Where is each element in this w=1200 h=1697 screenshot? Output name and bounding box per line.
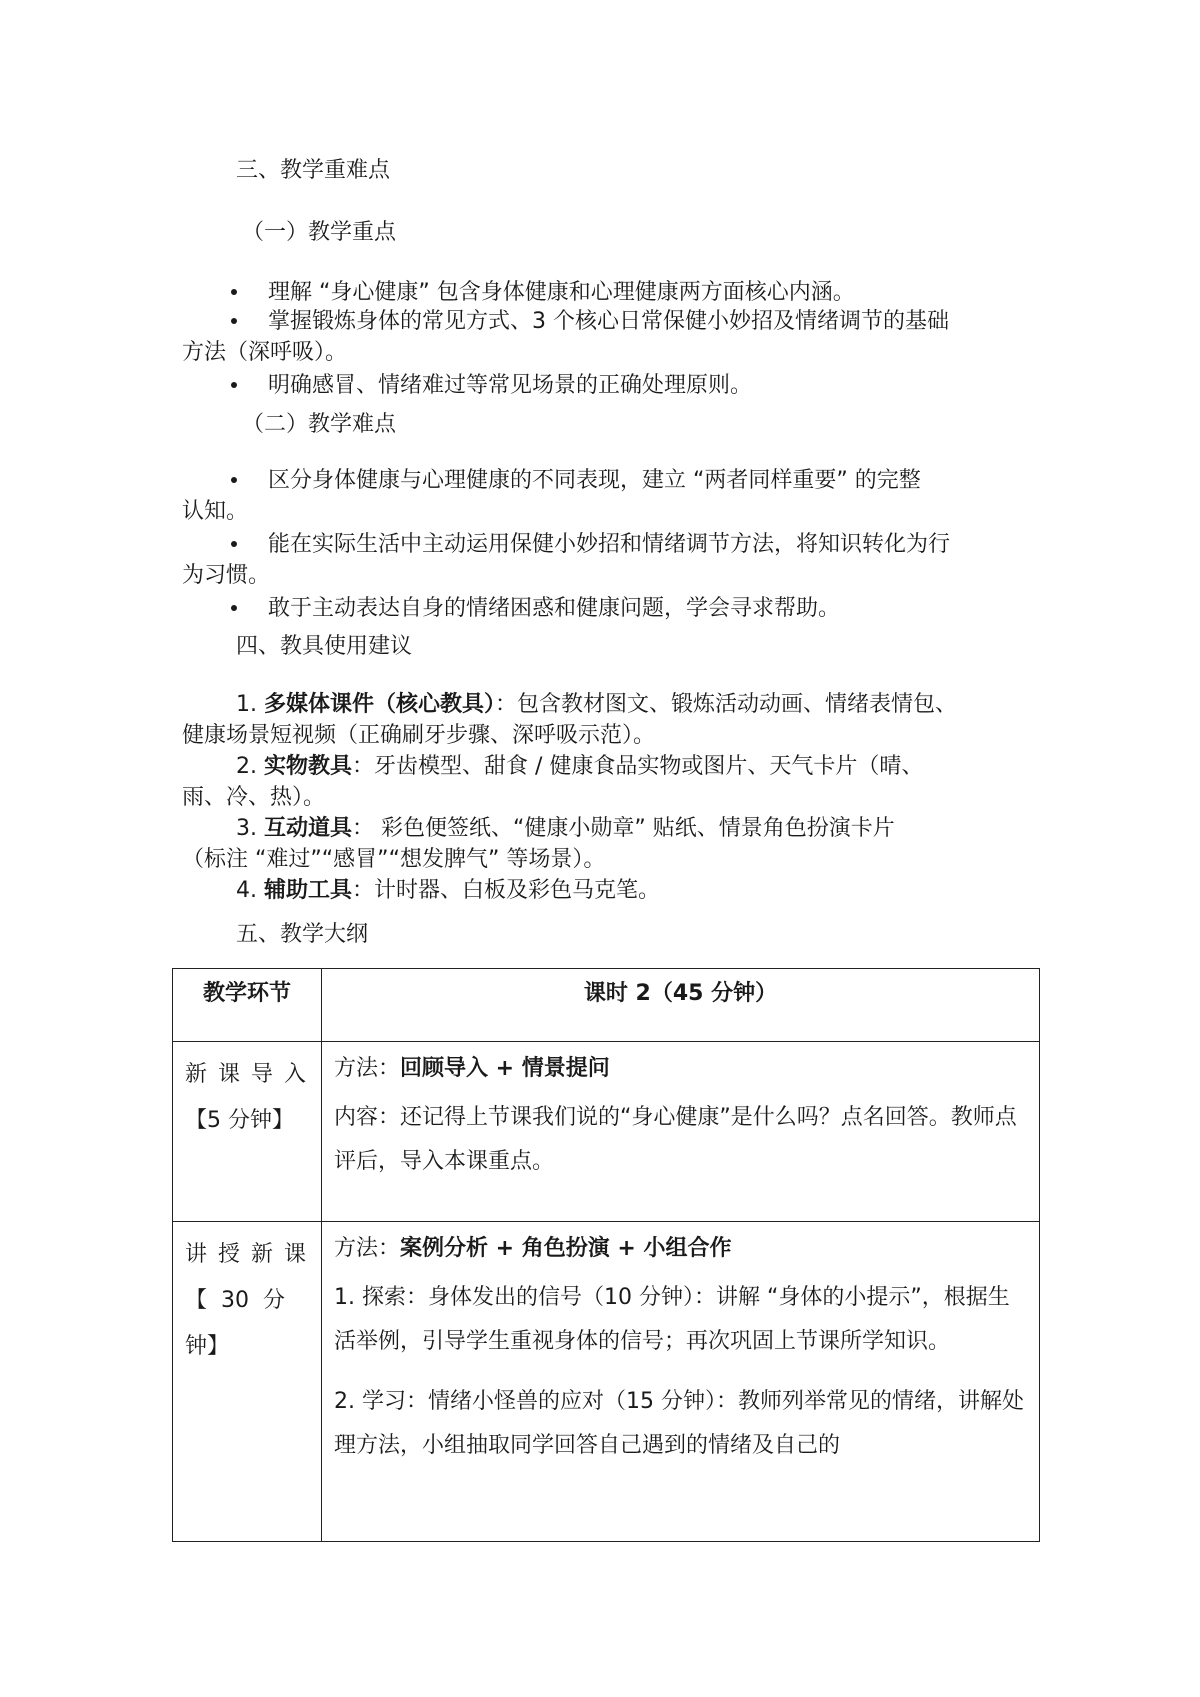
table-row	[173, 1042, 1040, 1222]
bullet-dot	[231, 477, 237, 483]
difficult-points-heading: （二）教学难点	[242, 412, 397, 437]
method-line: 方法：案例分析 + 角色扮演 + 小组合作	[334, 1236, 732, 1261]
section-5-heading: 五、教学大纲	[236, 922, 369, 947]
item-label: 互动道具	[264, 816, 353, 841]
item-label: 辅助工具	[264, 878, 353, 903]
stage-cell: 讲 授 新 课 【 30 分 钟】	[173, 1222, 322, 1542]
table-row	[173, 1222, 1040, 1542]
bullet-dot	[231, 318, 237, 324]
section-4-heading: 四、教具使用建议	[236, 634, 413, 659]
document-page: 三、教学重难点 （一）教学重点 理解 “身心健康” 包含身体健康和心理健康两方面核心内涵。 掌握锻炼身体的常见方式、3 个核心日常保健小妙招及情绪调节的基础 方法（深呼吸）。 明确感冒、情绪难过等常见场景的正确处理原则。 （二）教学难点 区分身体健康与心理健康的不同表现，建立 “两者同样重要” 的完整 认知。 能在实际生活中主动运用保健小妙招和情绪调节方法，将知识转化为行 为习惯。 敢于主动表达自身的情绪困惑和健康问题，学会寻求帮助。 四、教具使用建议 1. 多媒体课件（核心教具）：包含教材图文、锻炼活动动画、情绪表情包、 健康场景短视频（正确刷牙步骤、深呼吸示范）。 2. 实物教具：牙齿模型、甜食 / 健康食品实物或图片、天气卡片（晴、 雨、冷、热）。 3. 互动道具： 彩色便签纸、“健康小勋章” 贴纸、情景角色扮演卡片 （标注 “难过”“感冒”“想发脾气” 等场景）。 4. 辅助工具：计时器、白板及彩色马克笔。 五、教学大纲 教学环节 课时 2（45 分钟） 新 课 导 入 【5 分钟】 方法：回顾导入 + 情景提问 内容：还记得上节课我们说的“身心健康”是什么吗？点名回答。教师点评后，导入本课重点。 讲 授 新 课 【 30 分 钟】 方法：案例分析 + 角色扮演 + 小组合作 1. 探索：身体发出的信号（10 分钟）：讲解 “身体的小提示”，根据生活举例，引导学生重视身体的信号；再次巩固上节课所学知识。 2. 学习：情绪小怪兽的应对（15 分钟）：教师列举常见的情绪，讲解处理方法，小组抽取同学回答自己遇到的情绪及自己的	[0, 0, 1200, 1697]
bullet-dot	[231, 382, 237, 388]
content-cell	[322, 1222, 1040, 1542]
method-line: 方法：回顾导入 + 情景提问	[334, 1056, 610, 1081]
content-paragraph: 内容：还记得上节课我们说的“身心健康”是什么吗？点名回答。教师点评后，导入本课重点。	[334, 1105, 1017, 1174]
header-period: 课时 2（45 分钟）	[322, 969, 1040, 1042]
content-paragraph: 2. 学习：情绪小怪兽的应对（15 分钟）：教师列举常见的情绪，讲解处理方法，小组抽取同学回答自己遇到的情绪及自己的	[334, 1389, 1024, 1458]
key-points-heading: （一）教学重点	[242, 220, 397, 245]
item-label: 实物教具	[264, 754, 353, 779]
bullet-dot	[231, 289, 237, 295]
header-stage: 教学环节	[173, 969, 322, 1042]
teaching-outline-table	[172, 968, 1040, 1542]
section-3-heading: 三、教学重难点	[236, 158, 391, 183]
bullet-dot	[231, 605, 237, 611]
item-label: 多媒体课件（核心教具）	[264, 692, 496, 717]
content-cell	[322, 1042, 1040, 1222]
stage-cell: 新 课 导 入 【5 分钟】	[173, 1042, 322, 1222]
content-paragraph: 1. 探索：身体发出的信号（10 分钟）：讲解 “身体的小提示”，根据生活举例，引导学生重视身体的信号；再次巩固上节课所学知识。	[334, 1285, 1010, 1354]
bullet-dot	[231, 541, 237, 547]
table-header-row	[173, 969, 1040, 1042]
